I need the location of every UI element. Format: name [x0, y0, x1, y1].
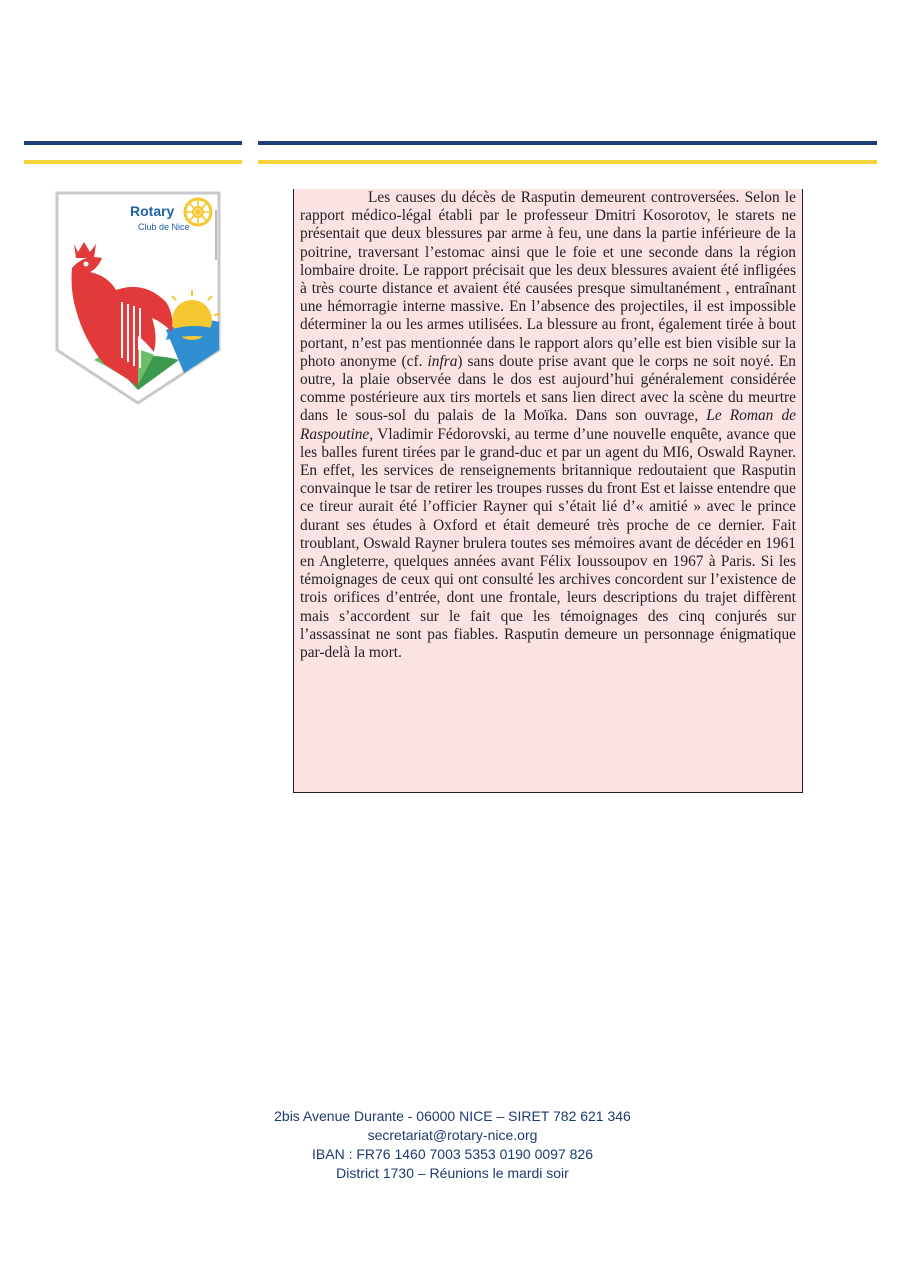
article-text-part-3: , Vladimir Fédorovski, au terme d’une nouvelle enquête, avance que les balles furent tirées par le grand-duc et par un agent du MI6, Oswald Rayner. En effet, les services de renseignements britannique redoutaient que Rasputin convainque le tsar de retirer les troupes russes du front Est et laisse entendre que ce tireur aurait été l’officier Rayner qui s’était lié d’« amitié » avec le prince durant ses études à Oxford et était demeuré très proche de ce dernier. Fait troublant, Oswald Rayner brulera toutes ses mémoires avant de décéder en 1961 en Angleterre, quelques années avant Félix Ioussoupov en 1967 à Paris. Si les témoignages de ceux qui ont consulté les archives concordent sur l’existence de trois orifices d’entrée, dont une frontale, leurs descriptions du trajet diffèrent mais s’accordent sur le fait que les témoignages des cinq conjurés sur l’assassinat ne sont pas fiables. Rasputin demeure un personnage énigmatique par-delà la mort.	[300, 425, 796, 662]
header-rule-yellow-left	[24, 160, 242, 164]
article-text-part-2: ) sans doute prise avant que le corps ne soit noyé. En outre, la plaie observée dans le dos est aujourd’hui généralement considérée comme postérieure aux tirs mortels et sans lien direct avec la scène du meurtre dans le sous-sol du palais de la Moïka. Dans son ouvrage,	[300, 352, 796, 425]
logo-club-text: Club de Nice	[138, 222, 190, 232]
header-rule-yellow-right	[258, 160, 877, 164]
footer-address	[0, 1107, 905, 1183]
article-italic-infra: infra	[427, 352, 458, 370]
header-rule-blue-left	[24, 141, 242, 145]
article-text-part-1: Les causes du décès de Rasputin demeurent controversées. Selon le rapport médico-légal établi par le professeur Dmitri Kosorotov, le starets ne présentait que deux blessures par arme à feu, une dans la partie inférieure de la poitrine, traversant l’estomac ainsi que le foie et une seconde dans la région lombaire droite. Le rapport précisait que les deux blessures avaient été infligées à très courte distance et avaient été causées presque simultanément , entraînant une hémorragie interne massive. En l’absence des projectiles, il est impossible déterminer la ou les armes utilisées. La blessure au front, également tirée à bout portant, n’est pas mentionnée dans le rapport alors qu’elle est bien visible sur la photo anonyme (cf.	[300, 189, 796, 370]
footer-line-email: secretariat@rotary-nice.org	[367, 1127, 538, 1143]
rotary-club-logo	[54, 190, 222, 406]
article-italic-book-title: Le Roman de Raspoutine	[300, 407, 797, 443]
footer-line-district: District 1730 – Réunions le mardi soir	[336, 1165, 569, 1181]
footer-line-iban: IBAN : FR76 1460 7003 5353 0190 0097 826	[312, 1146, 593, 1162]
article-paragraph	[300, 189, 796, 662]
footer-line-address: 2bis Avenue Durante - 06000 NICE – SIRET 782 621 346	[274, 1108, 631, 1124]
header-rule-blue-right	[258, 141, 877, 145]
logo-brand-text: Rotary	[130, 203, 175, 219]
article-text-box	[293, 189, 803, 793]
